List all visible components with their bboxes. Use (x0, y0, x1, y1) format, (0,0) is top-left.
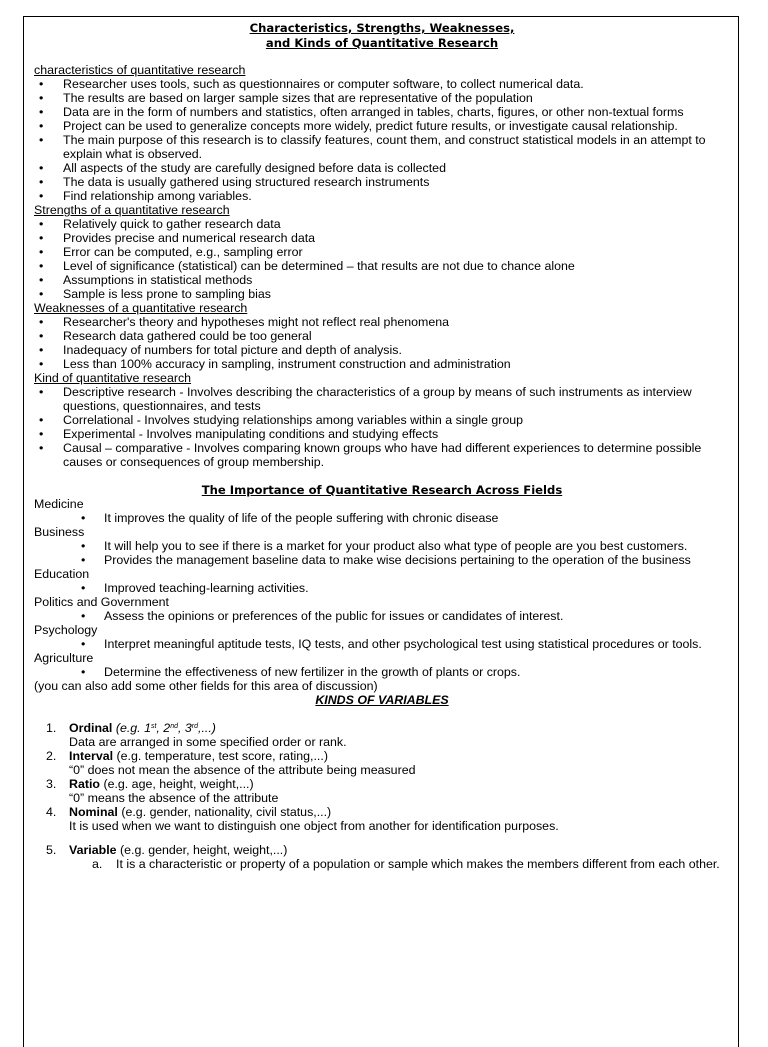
strength-item: • Relatively quick to gather research data (34, 217, 730, 231)
kind-item: • Descriptive research - Involves describing the characteristics of a group by means of such instruments as interview questions, questionnaires, and tests (34, 385, 730, 413)
variable-name: Ordinal (69, 721, 113, 735)
characteristic-item: • The data is usually gathered using structured research instruments (34, 175, 730, 189)
variables-heading: KINDS OF VARIABLES (315, 693, 449, 707)
characteristic-item: • The results are based on larger sample sizes that are representative of the population (34, 91, 730, 105)
field-items (34, 609, 730, 623)
weaknesses-list (34, 315, 730, 371)
field-item: • It will help you to see if there is a market for your product also what type of people are you best customers. (34, 539, 730, 553)
characteristic-item: • Data are in the form of numbers and statistics, often arranged in tables, charts, figures, or other non-textual forms (34, 105, 730, 119)
weakness-item: • Researcher's theory and hypotheses might not reflect real phenomena (34, 315, 730, 329)
variable-example: (e.g. age, height, weight,...) (103, 777, 254, 791)
kinds-list (34, 385, 730, 469)
characteristics-heading: characteristics of quantitative research (34, 63, 246, 77)
variable-definition (69, 857, 730, 871)
variable-example: (e.g. gender, nationality, civil status,...) (121, 805, 332, 819)
variable-number: 3. (46, 777, 57, 791)
kinds-heading: Kind of quantitative research (34, 371, 192, 385)
field-item: • Assess the opinions or preferences of the public for issues or candidates of interest. (34, 609, 730, 623)
field-item: • It improves the quality of life of the people suffering with chronic disease (34, 511, 730, 525)
strength-item: • Provides precise and numerical research data (34, 231, 730, 245)
variable-example: (e.g. 1st, 2nd, 3rd,...) (115, 721, 216, 735)
variables-list-continued (34, 843, 730, 871)
characteristic-item: • Project can be used to generalize concepts more widely, predict future results, or investigate causal relationship. (34, 119, 730, 133)
title-line-1: Characteristics, Strengths, Weaknesses, (249, 21, 515, 35)
weakness-item: • Research data gathered could be too general (34, 329, 730, 343)
variable-number: 2. (46, 749, 57, 763)
variable-number: 4. (46, 805, 57, 819)
kind-item: • Correlational - Involves studying relationships among variables within a single group (34, 413, 730, 427)
field-items (34, 511, 730, 525)
variable-item (34, 843, 730, 871)
characteristic-item: • Find relationship among variables. (34, 189, 730, 203)
strength-item: • Sample is less prone to sampling bias (34, 287, 730, 301)
field-name: Politics and Government (34, 595, 169, 609)
field-name: Education (34, 567, 90, 581)
field-name: Agriculture (34, 651, 94, 665)
variable-item (34, 805, 730, 833)
strength-item: • Level of significance (statistical) can be determined – that results are not due to chance alone (34, 259, 730, 273)
field-name: Business (34, 525, 85, 539)
variable-name: Interval (69, 749, 114, 763)
field-items (34, 581, 730, 595)
variable-item (34, 721, 730, 749)
variables-list (34, 721, 730, 833)
variable-number: 5. (46, 843, 57, 857)
variable-example: (e.g. temperature, test score, rating,...) (116, 749, 328, 763)
document-page (23, 16, 739, 1047)
field-name: Psychology (34, 623, 98, 637)
strengths-heading: Strengths of a quantitative research (34, 203, 230, 217)
document-content (34, 21, 730, 871)
importance-heading: The Importance of Quantitative Research Across Fields (201, 483, 563, 497)
field-item: • Improved teaching-learning activities. (34, 581, 730, 595)
variable-description: “0” does not mean the absence of the attribute being measured (69, 763, 416, 777)
field-items (34, 665, 730, 679)
variable-item (34, 749, 730, 777)
field-items (34, 637, 730, 651)
definition-letter: a. (92, 857, 103, 871)
weakness-item: • Less than 100% accuracy in sampling, instrument construction and administration (34, 357, 730, 371)
importance-fields (34, 497, 730, 679)
variable-description: It is used when we want to distinguish one object from another for identification purposes. (69, 819, 559, 833)
characteristic-item: • Researcher uses tools, such as questionnaires or computer software, to collect numerical data. (34, 77, 730, 91)
title-line-2: and Kinds of Quantitative Research (265, 36, 499, 50)
kind-item: • Experimental - Involves manipulating conditions and studying effects (34, 427, 730, 441)
variable-description: “0” means the absence of the attribute (69, 791, 279, 805)
variable-item (34, 777, 730, 805)
field-item: • Provides the management baseline data to make wise decisions pertaining to the operation of the business (34, 553, 730, 567)
variable-name: Nominal (69, 805, 118, 819)
variable-number: 1. (46, 721, 57, 735)
characteristic-item: • All aspects of the study are carefully designed before data is collected (34, 161, 730, 175)
strength-item: • Error can be computed, e.g., sampling error (34, 245, 730, 259)
document-title (34, 21, 730, 51)
weaknesses-heading: Weaknesses of a quantitative research (34, 301, 248, 315)
characteristics-list (34, 77, 730, 203)
strengths-list (34, 217, 730, 301)
variable-example: (e.g. gender, height, weight,...) (119, 843, 288, 857)
field-item: • Interpret meaningful aptitude tests, IQ tests, and other psychological test using statistical procedures or tools. (34, 637, 730, 651)
field-items (34, 539, 730, 567)
kind-item: • Causal – comparative - Involves comparing known groups who have had different experiences to determine possible causes or consequences of group membership. (34, 441, 730, 469)
field-name: Medicine (34, 497, 84, 511)
variable-description: Data are arranged in some specified order or rank. (69, 735, 347, 749)
importance-note: (you can also add some other fields for this area of discussion) (34, 679, 378, 693)
characteristic-item: • The main purpose of this research is to classify features, count them, and construct statistical models in an attempt to explain what is observed. (34, 133, 730, 161)
weakness-item: • Inadequacy of numbers for total picture and depth of analysis. (34, 343, 730, 357)
field-item: • Determine the effectiveness of new fertilizer in the growth of plants or crops. (34, 665, 730, 679)
strength-item: • Assumptions in statistical methods (34, 273, 730, 287)
variable-name: Ratio (69, 777, 100, 791)
variable-name: Variable (69, 843, 117, 857)
definition-text: It is a characteristic or property of a population or sample which makes the members different from each other. (116, 857, 720, 871)
